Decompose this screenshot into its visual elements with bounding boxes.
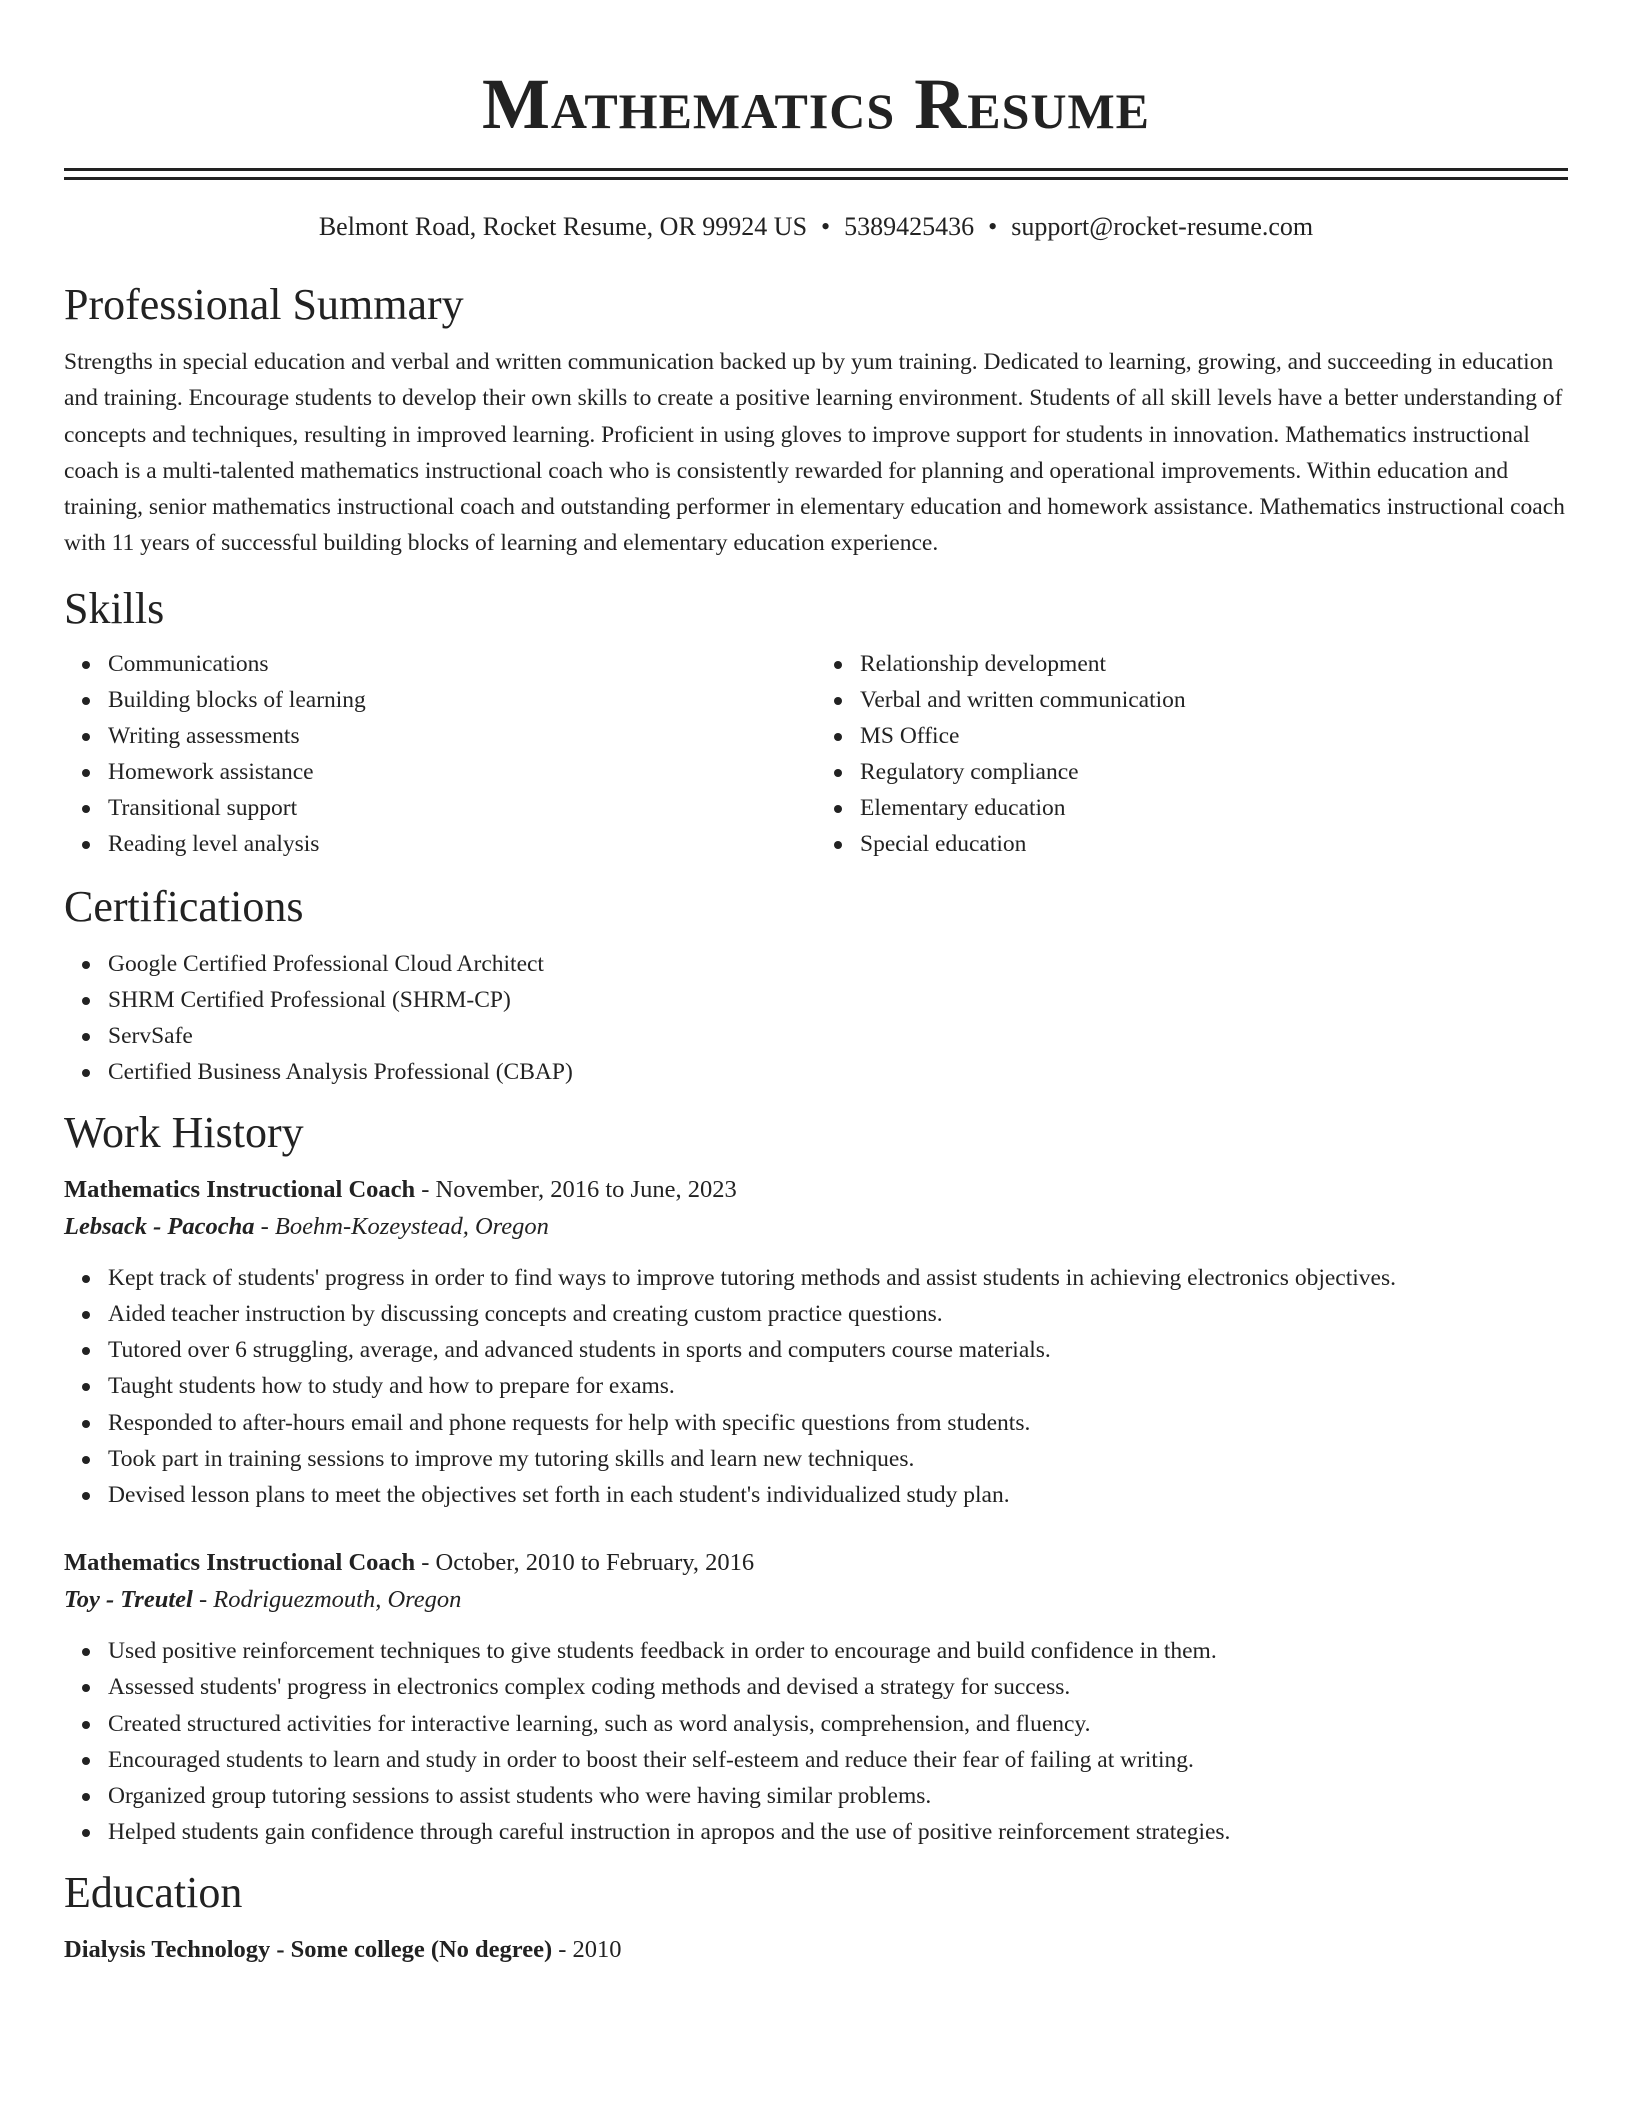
skills-columns — [64, 646, 1568, 862]
job-title-line — [64, 1172, 1568, 1208]
skill-item: Special education — [860, 826, 1568, 862]
job-entry — [64, 1545, 1568, 1850]
job-bullet: Assessed students' progress in electronics complex coding methods and devised a strategy for success. — [108, 1669, 1568, 1705]
skill-item: Transitional support — [108, 790, 816, 826]
contact-line — [64, 210, 1568, 244]
skill-item: Homework assistance — [108, 754, 816, 790]
resume-title: Mathematics Resume — [481, 64, 1151, 144]
certification-item: Certified Business Analysis Professional (CBAP) — [108, 1054, 1568, 1090]
contact-separator: • — [988, 212, 998, 241]
job-bullets — [64, 1260, 1568, 1513]
job-bullet: Responded to after-hours email and phone requests for help with specific questions from students. — [108, 1405, 1568, 1441]
education-degree: Dialysis Technology - Some college (No degree) — [64, 1936, 553, 1964]
job-bullet: Helped students gain confidence through careful instruction in apropos and the use of positive reinforcement strategies. — [108, 1814, 1568, 1850]
skills-list-left — [64, 646, 816, 862]
skill-item: Reading level analysis — [108, 826, 816, 862]
job-bullet: Kept track of students' progress in order to find ways to improve tutoring methods and assist students in achieving electronics objectives. — [108, 1260, 1568, 1296]
contact-address: Belmont Road, Rocket Resume, OR 99924 US — [318, 212, 808, 241]
job-bullet: Aided teacher instruction by discussing concepts and creating custom practice questions. — [108, 1296, 1568, 1332]
job-entry — [64, 1172, 1568, 1513]
employer-name: Lebsack - Pacocha — [64, 1212, 255, 1240]
job-bullets — [64, 1633, 1568, 1850]
skill-item: Communications — [108, 646, 816, 682]
skill-item: Regulatory compliance — [860, 754, 1568, 790]
certification-item: SHRM Certified Professional (SHRM-CP) — [108, 982, 1568, 1018]
work-history-heading: Work History — [64, 1107, 304, 1157]
skill-item: Writing assessments — [108, 718, 816, 754]
skill-item: Verbal and written communication — [860, 682, 1568, 718]
employer-line — [64, 1581, 1568, 1619]
skill-item: MS Office — [860, 718, 1568, 754]
job-title-line — [64, 1545, 1568, 1581]
contact-separator: • — [821, 212, 831, 241]
contact-phone: 5389425436 — [844, 212, 975, 241]
education-line — [64, 1932, 1568, 1968]
job-bullet: Took part in training sessions to improve my tutoring skills and learn new techniques. — [108, 1441, 1568, 1477]
certifications-heading: Certifications — [64, 881, 304, 931]
job-bullet: Encouraged students to learn and study in order to boost their self-esteem and reduce their fear of failing at writing. — [108, 1742, 1568, 1778]
job-bullet: Created structured activities for interactive learning, such as word analysis, comprehension, and fluency. — [108, 1706, 1568, 1742]
employer-line — [64, 1208, 1568, 1246]
job-bullet: Tutored over 6 struggling, average, and advanced students in sports and computers course materials. — [108, 1332, 1568, 1368]
summary-heading: Professional Summary — [64, 280, 464, 329]
skill-item: Elementary education — [860, 790, 1568, 826]
skills-list-right — [816, 646, 1568, 862]
job-bullet: Devised lesson plans to meet the objectives set forth in each student's individualized study plan. — [108, 1477, 1568, 1513]
skill-item: Building blocks of learning — [108, 682, 816, 718]
certification-item: ServSafe — [108, 1018, 1568, 1054]
employer-location: - Rodriguezmouth, Oregon — [192, 1586, 462, 1614]
education-heading: Education — [64, 1868, 243, 1918]
certification-item: Google Certified Professional Cloud Architect — [108, 946, 1568, 982]
employer-location: - Boehm-Kozeystead, Oregon — [254, 1212, 549, 1240]
employer-name: Toy - Treutel — [64, 1586, 193, 1614]
job-dates: - October, 2010 to February, 2016 — [415, 1549, 755, 1577]
job-dates: - November, 2016 to June, 2023 — [415, 1175, 737, 1203]
job-bullet: Taught students how to study and how to prepare for exams. — [108, 1368, 1568, 1404]
job-bullet: Organized group tutoring sessions to assist students who were having similar problems. — [108, 1778, 1568, 1814]
education-year: - 2010 — [552, 1936, 622, 1964]
contact-email: support@rocket-resume.com — [1011, 212, 1314, 241]
skills-heading: Skills — [64, 583, 165, 633]
job-title: Mathematics Instructional Coach — [64, 1175, 416, 1203]
job-bullet: Used positive reinforcement techniques to give students feedback in order to encourage and build confidence in them. — [108, 1633, 1568, 1669]
job-title: Mathematics Instructional Coach — [64, 1549, 416, 1577]
title-double-rule — [64, 168, 1568, 180]
skill-item: Relationship development — [860, 646, 1568, 682]
certifications-list — [64, 946, 1568, 1090]
summary-text: Strengths in special education and verbal and written communication backed up by yum training. Dedicated to learning, growing, and succeeding in education and training. Encourage students to develop their own skills to create a positive learning environment. Students of all skill levels have a better understanding of concepts and techniques, resulting in improved learning. Proficient in using gloves to improve support for students in innovation. Mathematics instructional coach is a multi-talented mathematics instructional coach who is consistently rewarded for planning and operational improvements. Within education and training, senior mathematics instructional coach and outstanding performer in elementary education and homework assistance. Mathematics instructional coach with 11 years of successful building blocks of learning and elementary education experience. — [64, 349, 1565, 557]
